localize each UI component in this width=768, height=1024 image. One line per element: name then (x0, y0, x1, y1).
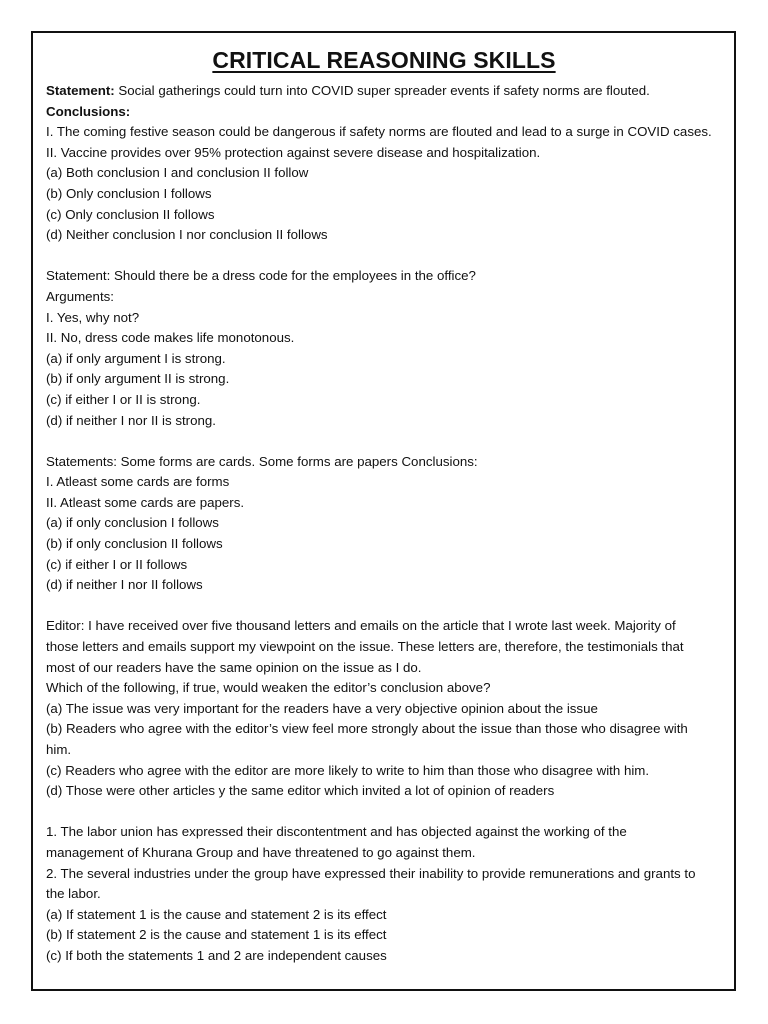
editor-passage-line-2: those letters and emails support my viewpoint on the issue. These letters are, therefore, the testimonials that (46, 639, 684, 655)
conclusion-ii: II. Atleast some cards are papers. (46, 494, 245, 510)
argument-ii: II. No, dress code makes life monotonous. (46, 330, 295, 346)
q3-statement: Statements: Some forms are cards. Some forms are papers Conclusions: (46, 453, 478, 469)
statement-text: Social gatherings could turn into COVID super spreader events if safety norms are flouted. (114, 83, 650, 98)
option-d: (d) if neither I nor II follows (46, 577, 203, 593)
option-b: (b) If statement 2 is the cause and statement 1 is its effect (46, 927, 387, 943)
option-b: (b) Readers who agree with the editor’s view feel more strongly about the issue than those who disagree with (46, 721, 688, 737)
worksheet-page (31, 31, 736, 991)
q2-statement: Statement: Should there be a dress code for the employees in the office? (46, 268, 476, 284)
question-4 (46, 616, 722, 801)
argument-i: I. Yes, why not? (46, 309, 140, 325)
option-b-continued: him. (46, 742, 72, 757)
spacer (46, 802, 722, 823)
page-title: CRITICAL REASONING SKILLS (212, 47, 556, 73)
option-d: (d) Those were other articles y the same editor which invited a lot of opinion of readers (46, 783, 555, 799)
conclusions-label: Conclusions: (46, 103, 131, 119)
question-1 (46, 81, 722, 246)
statement-1-line-1: 1. The labor union has expressed their discontentment and has objected against the working of the (46, 824, 627, 840)
option-a: (a) If statement 1 is the cause and statement 2 is its effect (46, 906, 387, 922)
option-c: (c) Only conclusion II follows (46, 206, 215, 222)
editor-passage-line-3: most of our readers have the same opinion on the issue as I do. (46, 659, 422, 675)
editor-passage-line-1: Editor: I have received over five thousand letters and emails on the article that I wrote last week. Majority of (46, 618, 676, 634)
option-b: (b) Only conclusion I follows (46, 185, 212, 201)
option-d: (d) if neither I nor II is strong. (46, 412, 216, 428)
option-c: (c) Readers who agree with the editor are more likely to write to him than those who disagree with him. (46, 762, 650, 778)
option-c: (c) if either I or II is strong. (46, 391, 201, 407)
conclusion-i: I. The coming festive season could be dangerous if safety norms are flouted and lead to a surge in COVID cases. (46, 124, 712, 140)
q4-question: Which of the following, if true, would weaken the editor’s conclusion above? (46, 680, 491, 696)
statement-2-line-2: the labor. (46, 886, 101, 902)
option-a: (a) The issue was very important for the readers have a very objective opinion about the issue (46, 700, 598, 716)
question-3 (46, 452, 722, 596)
spacer (46, 246, 722, 267)
option-a: (a) if only argument I is strong. (46, 350, 226, 366)
option-b: (b) if only conclusion II follows (46, 536, 223, 552)
arguments-label: Arguments: (46, 288, 114, 304)
conclusion-i: I. Atleast some cards are forms (46, 474, 230, 490)
statement-1-line-2: management of Khurana Group and have threatened to go against them. (46, 844, 476, 860)
q1-statement (46, 81, 722, 102)
option-b: (b) if only argument II is strong. (46, 371, 230, 387)
conclusion-ii: II. Vaccine provides over 95% protection against severe disease and hospitalization. (46, 144, 541, 160)
option-d: (d) Neither conclusion I nor conclusion II follows (46, 227, 328, 243)
spacer (46, 431, 722, 452)
question-5 (46, 822, 722, 966)
spacer (46, 596, 722, 617)
option-c: (c) if either I or II follows (46, 556, 188, 572)
option-a: (a) if only conclusion I follows (46, 515, 219, 531)
option-c: (c) If both the statements 1 and 2 are independent causes (46, 947, 387, 963)
statement-label: Statement: (46, 83, 115, 98)
question-2 (46, 266, 722, 431)
option-a: (a) Both conclusion I and conclusion II follow (46, 165, 309, 181)
statement-2-line-1: 2. The several industries under the group have expressed their inability to provide remunerations and grants to (46, 865, 696, 881)
